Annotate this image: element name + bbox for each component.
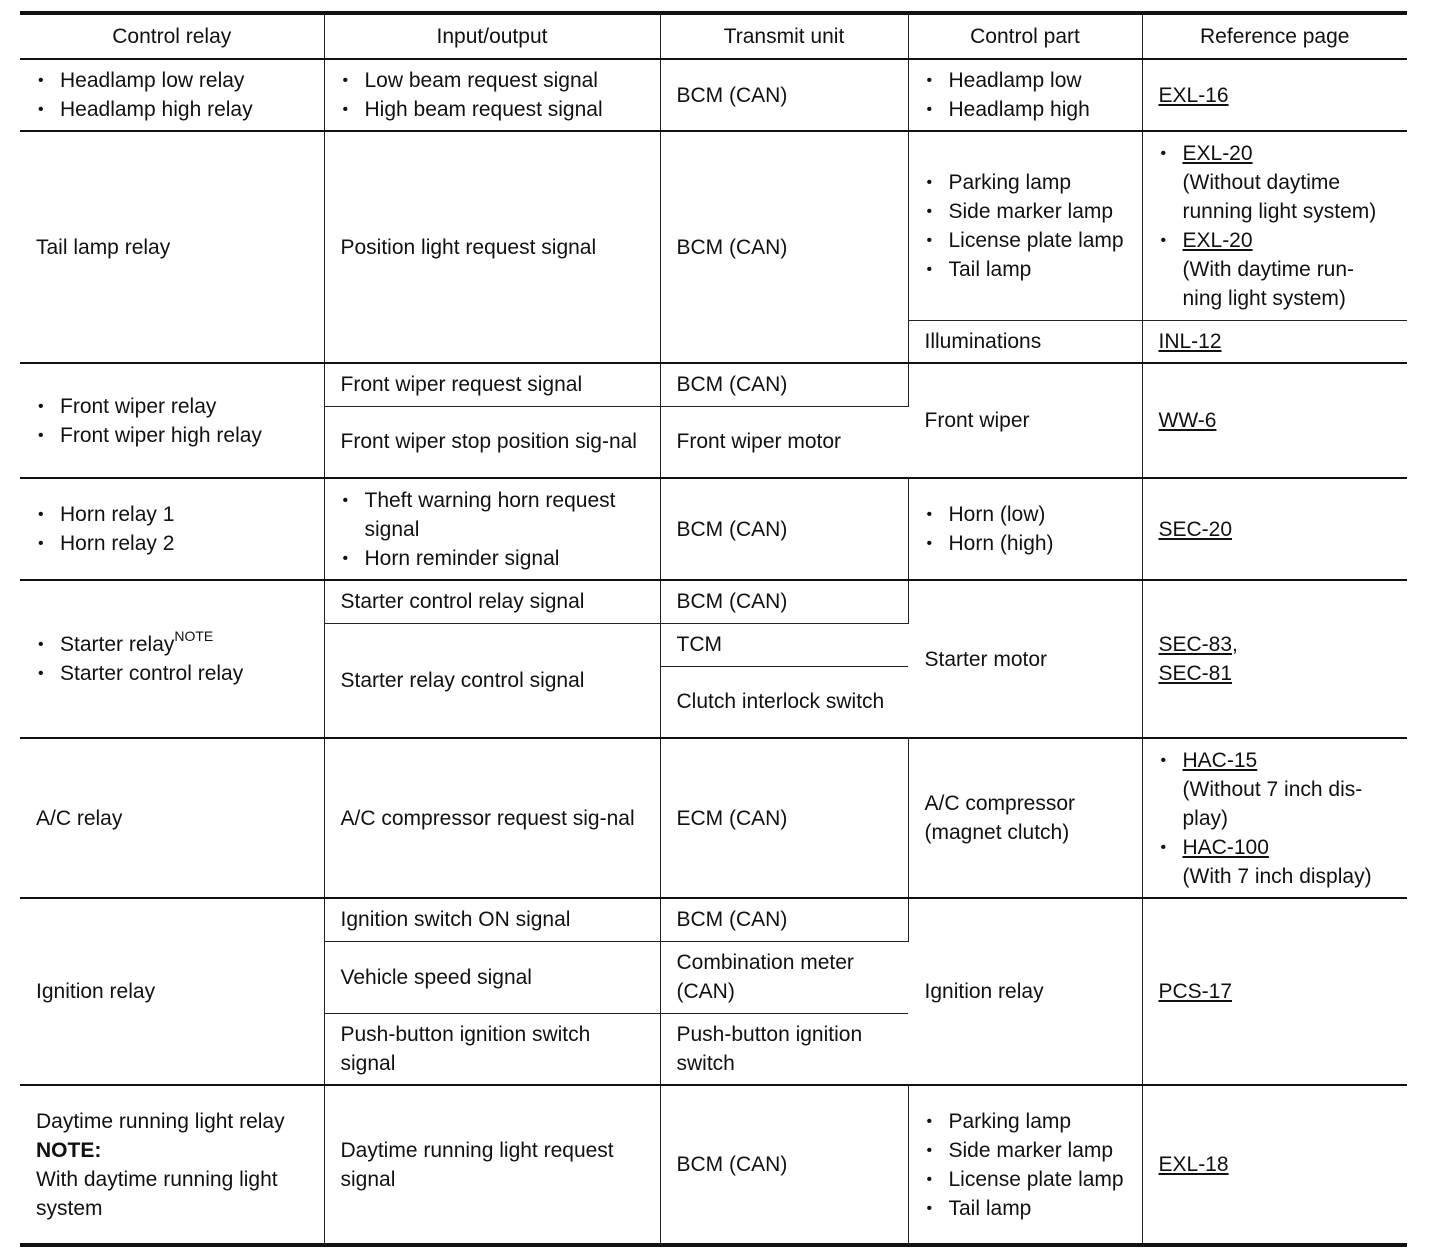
reference-page-cell <box>1142 363 1407 478</box>
header-input-output: Input/output <box>324 13 660 59</box>
reference-page-cell <box>1142 478 1407 580</box>
transmit-unit-cell: BCM (CAN) <box>660 478 908 580</box>
control-relay-cell <box>20 1085 324 1245</box>
input-output-cell <box>324 478 660 580</box>
reference-separator: , <box>1232 633 1238 656</box>
table-row <box>20 363 1407 406</box>
transmit-unit-cell: BCM (CAN) <box>660 1085 908 1245</box>
reference-note: (Without 7 inch dis-play) <box>1182 777 1363 830</box>
control-part-cell: Front wiper <box>908 363 1142 478</box>
list-item: • License plate lamp <box>925 226 1126 255</box>
reference-page-cell <box>1142 580 1407 738</box>
reference-page-cell <box>1142 320 1407 363</box>
list-item: • Theft warning horn request signal <box>341 486 644 544</box>
reference-link[interactable]: EXL-16 <box>1158 83 1229 107</box>
list-item: • Headlamp low relay <box>36 66 308 95</box>
transmit-unit-cell: BCM (CAN) <box>660 898 908 941</box>
reference-note: (With daytime run-ning light system) <box>1182 257 1355 310</box>
reference-link[interactable]: WW-6 <box>1158 409 1217 432</box>
control-part-cell <box>908 131 1142 320</box>
table-row <box>20 898 1407 941</box>
list-item <box>1159 833 1392 891</box>
list-item: • High beam request signal <box>341 95 644 124</box>
list-item: • Side marker lamp <box>925 197 1126 226</box>
reference-link[interactable]: EXL-20 <box>1182 141 1253 165</box>
header-reference-page: Reference page <box>1142 13 1407 59</box>
control-relay-cell <box>20 478 324 580</box>
header-control-relay: Control relay <box>20 13 324 59</box>
control-part-cell <box>908 478 1142 580</box>
list-item: • Horn reminder signal <box>341 544 644 573</box>
reference-page-cell <box>1142 1085 1407 1245</box>
note-label: NOTE: <box>36 1138 102 1162</box>
control-relay-cell: Ignition relay <box>20 898 324 1085</box>
note-text: With daytime running light system <box>36 1167 278 1220</box>
reference-link[interactable]: SEC-83 <box>1158 633 1233 656</box>
list-item: • Parking lamp <box>925 1107 1126 1136</box>
list-item: • Starter control relay <box>36 659 308 688</box>
header-transmit-unit: Transmit unit <box>660 13 908 59</box>
transmit-unit-cell: BCM (CAN) <box>660 59 908 131</box>
input-output-cell: Ignition switch ON signal <box>324 898 660 941</box>
control-relay-cell: A/C relay <box>20 738 324 898</box>
transmit-unit-cell: ECM (CAN) <box>660 738 908 898</box>
input-output-cell: A/C compressor request sig-nal <box>324 738 660 898</box>
input-output-cell: Front wiper stop position sig-nal <box>324 406 660 478</box>
input-output-cell: Vehicle speed signal <box>324 941 660 1013</box>
transmit-unit-cell: TCM <box>660 623 908 666</box>
transmit-unit-cell: Push-button ignition switch <box>660 1013 908 1085</box>
reference-link[interactable]: HAC-15 <box>1182 748 1258 772</box>
input-output-cell <box>324 59 660 131</box>
reference-link[interactable]: EXL-20 <box>1182 228 1253 252</box>
input-output-cell: Front wiper request signal <box>324 363 660 406</box>
starter-relay-label: Starter relay <box>60 633 175 656</box>
reference-link[interactable]: HAC-100 <box>1182 835 1269 859</box>
table-row <box>20 131 1407 320</box>
control-part-cell: Ignition relay <box>908 898 1142 1085</box>
list-item <box>1159 139 1392 226</box>
list-item: • Parking lamp <box>925 168 1126 197</box>
reference-link[interactable]: EXL-18 <box>1158 1153 1229 1176</box>
transmit-unit-cell: BCM (CAN) <box>660 580 908 623</box>
transmit-unit-cell: BCM (CAN) <box>660 363 908 406</box>
reference-link[interactable]: INL-12 <box>1158 329 1222 353</box>
reference-page-cell <box>1142 738 1407 898</box>
control-part-cell: Illuminations <box>908 320 1142 363</box>
input-output-cell: Starter relay control signal <box>324 623 660 738</box>
table-row <box>20 738 1407 898</box>
list-item <box>36 630 308 659</box>
reference-link[interactable]: SEC-81 <box>1158 662 1233 685</box>
transmit-unit-cell: Front wiper motor <box>660 406 908 478</box>
reference-page-cell <box>1142 59 1407 131</box>
reference-link[interactable]: SEC-20 <box>1158 517 1233 541</box>
list-item: • Horn relay 1 <box>36 500 308 529</box>
reference-note: (With 7 inch display) <box>1182 864 1372 888</box>
reference-note: (Without daytime running light system) <box>1182 170 1377 223</box>
control-relay-cell <box>20 59 324 131</box>
transmit-unit-cell: BCM (CAN) <box>660 131 908 363</box>
list-item: • Headlamp high relay <box>36 95 308 124</box>
list-item: • License plate lamp <box>925 1165 1126 1194</box>
control-part-cell: Starter motor <box>908 580 1142 738</box>
list-item: • Headlamp high <box>925 95 1126 124</box>
input-output-cell: Starter control relay signal <box>324 580 660 623</box>
list-item: • Horn (low) <box>925 500 1126 529</box>
table-row <box>20 1085 1407 1245</box>
control-part-cell <box>908 1085 1142 1245</box>
input-output-cell: Push-button ignition switch signal <box>324 1013 660 1085</box>
list-item: • Tail lamp <box>925 255 1126 284</box>
transmit-unit-cell: Combination meter (CAN) <box>660 941 908 1013</box>
header-control-part: Control part <box>908 13 1142 59</box>
control-relay-cell <box>20 580 324 738</box>
control-relay-cell: Tail lamp relay <box>20 131 324 363</box>
control-part-cell <box>908 59 1142 131</box>
table-row <box>20 59 1407 131</box>
list-item: • Horn relay 2 <box>36 529 308 558</box>
transmit-unit-cell: Clutch interlock switch <box>660 666 908 738</box>
note-superscript: NOTE <box>174 628 214 644</box>
control-relay-table <box>20 11 1407 1247</box>
input-output-cell: Daytime running light request signal <box>324 1085 660 1245</box>
list-item: • Front wiper high relay <box>36 421 308 450</box>
list-item: • Low beam request signal <box>341 66 644 95</box>
control-part-cell: A/C compressor (magnet clutch) <box>908 738 1142 898</box>
table-row <box>20 580 1407 623</box>
list-item <box>1159 746 1392 833</box>
table-row <box>20 478 1407 580</box>
list-item: • Horn (high) <box>925 529 1126 558</box>
list-item: • Tail lamp <box>925 1194 1126 1223</box>
reference-page-cell <box>1142 131 1407 320</box>
list-item: • Front wiper relay <box>36 392 308 421</box>
reference-page-cell <box>1142 898 1407 1085</box>
list-item: • Headlamp low <box>925 66 1126 95</box>
list-item: • Side marker lamp <box>925 1136 1126 1165</box>
input-output-cell: Position light request signal <box>324 131 660 363</box>
header-row <box>20 13 1407 59</box>
list-item <box>1159 226 1392 313</box>
drl-relay-label: Daytime running light relay <box>36 1109 285 1133</box>
control-relay-cell <box>20 363 324 478</box>
reference-link[interactable]: PCS-17 <box>1158 980 1233 1003</box>
